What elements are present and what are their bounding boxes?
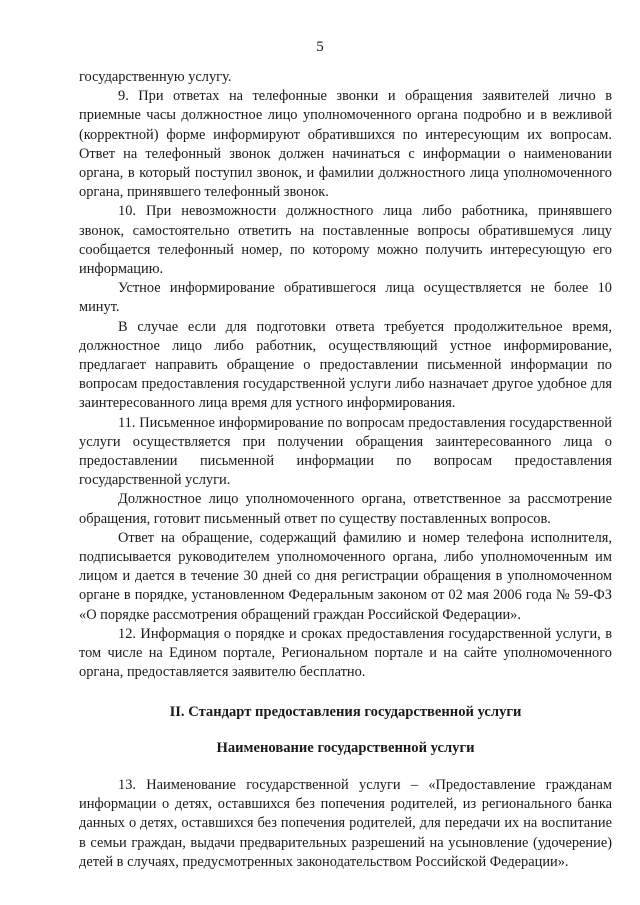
paragraph-9: 9. При ответах на телефонные звонки и обращения заявителей лично в приемные часы должностное лицо уполномоченного органа подробно и в вежливой (корректной) форме информируют обратившихся по интересующим их вопросам. Ответ на телефонный звонок должен начинаться с информации о наименовании органа, в который поступил звонок, и фамилии должностного лица уполномоченного органа, принявшего телефонный звонок. <box>79 88 612 201</box>
paragraph-official: Должностное лицо уполномоченного органа, ответственное за рассмотрение обращения, готовит письменный ответ по существу поставленных вопросов. <box>79 491 612 527</box>
page-number: 5 <box>316 39 324 55</box>
paragraph-long-answer: В случае если для подготовки ответа требуется продолжительное время, должностное лицо либо работник, осуществляющий устное информирование, предлагает направить обращение о предоставлении письменной информации по вопросам предоставления государственной услуги либо назначает другое удобное для заинтересованного лица время для устного информирования. <box>79 318 612 412</box>
paragraph-11: 11. Письменное информирование по вопросам предоставления государственной услуги осуществляется при получении обращения заинтересованного лица о предоставлении письменной информации по вопросам предоставления государственной услуги. <box>79 414 612 489</box>
subsection-heading: Наименование государственной услуги <box>216 739 475 756</box>
paragraph-answer: Ответ на обращение, содержащий фамилию и номер телефона исполнителя, подписывается руководителем уполномоченного органа, либо уполномоченным им лицом и дается в течение 30 дней со дня регистрации обращения в уполномоченном органе в порядке, установленном Федеральным законом от 02 мая 2006 года № 59-ФЗ «О порядке рассмотрения обращений граждан Российской Федерации». <box>79 529 612 623</box>
paragraph-10: 10. При невозможности должностного лица либо работника, принявшего звонок, самостоятельно ответить на поставленные вопросы обратившемуся лицу сообщается телефонный номер, по которому можно получить интересующую его информацию. <box>79 203 612 278</box>
paragraph-12: 12. Информация о порядке и сроках предоставления государственной услуги, в том числе на Едином портале, Региональном портале и на сайте уполномоченного органа, предоставляется заявителю бесплатно. <box>79 625 612 681</box>
paragraph-13: 13. Наименование государственной услуги – «Предоставление гражданам информации о детях, оставшихся без попечения родителей, из регионального банка данных о детях, оставшихся без попечения родителей, для передачи их на воспитание в семьи граждан, выдачи предварительных разрешений на усыновление (удочерение) детей в случаях, предусмотренных законодательством Российской Федерации». <box>79 776 612 870</box>
paragraph-oral-info: Устное информирование обратившегося лица осуществляется не более 10 минут. <box>79 280 612 316</box>
section-heading: II. Стандарт предоставления государственной услуги <box>169 703 522 720</box>
document-body <box>79 68 612 872</box>
paragraph-continuation: государственную услугу. <box>79 69 232 85</box>
